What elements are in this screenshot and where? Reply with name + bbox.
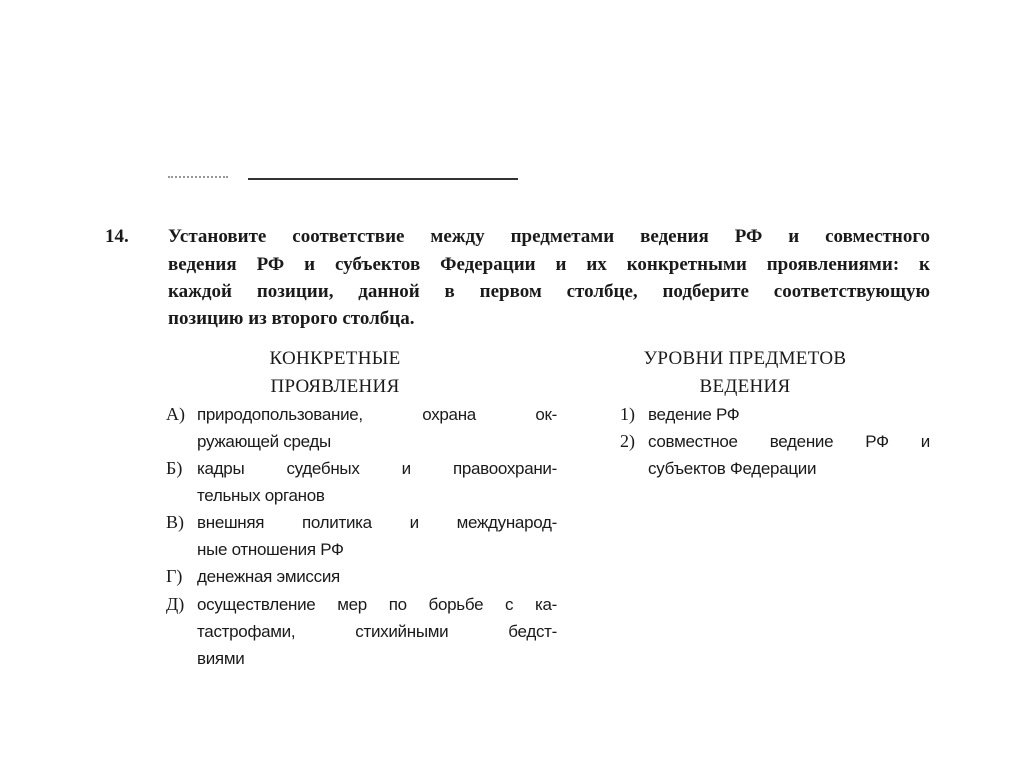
right-column-heading: УРОВНИ ПРЕДМЕТОВ bbox=[643, 348, 847, 369]
item-b-text: тельных органов bbox=[197, 486, 325, 505]
item-label-b: Б) bbox=[166, 458, 183, 478]
item-d-text: виями bbox=[197, 649, 245, 668]
item-label-1: 1) bbox=[620, 404, 635, 424]
item-2-text: субъектов Федерации bbox=[648, 459, 817, 478]
answer-underline bbox=[248, 178, 518, 180]
item-1-text: ведение РФ bbox=[648, 405, 740, 424]
item-label-g: Г) bbox=[166, 566, 183, 586]
item-d-text: осуществление мер по борьбе с ка- bbox=[197, 595, 557, 614]
item-g-text: денежная эмиссия bbox=[197, 567, 340, 586]
left-column-heading: КОНКРЕТНЫЕ bbox=[269, 348, 401, 369]
item-v-text: ные отношения РФ bbox=[197, 540, 344, 559]
item-label-d: Д) bbox=[166, 594, 185, 614]
item-a-text: ружающей среды bbox=[197, 432, 331, 451]
item-d-text: тастрофами, стихийными бедст- bbox=[197, 622, 557, 641]
item-label-v: В) bbox=[166, 512, 184, 532]
right-column-heading: ВЕДЕНИЯ bbox=[699, 376, 791, 397]
item-v-text: внешняя политика и международ- bbox=[197, 513, 557, 532]
cut-off-text bbox=[168, 170, 228, 178]
item-b-text: кадры судебных и правоохрани- bbox=[197, 459, 557, 478]
item-label-2: 2) bbox=[620, 431, 635, 451]
question-number: 14. bbox=[105, 226, 129, 247]
question-text-line: каждой позиции, данной в первом столбце, подберите соответствующую bbox=[168, 281, 930, 302]
question-text-line: Установите соответствие между предметами ведения РФ и совместного bbox=[168, 226, 930, 247]
item-a-text: природопользование, охрана ок- bbox=[197, 405, 557, 424]
question-text-line: ведения РФ и субъектов Федерации и их конкретными проявлениями: к bbox=[168, 254, 930, 275]
left-column-heading: ПРОЯВЛЕНИЯ bbox=[270, 376, 400, 397]
item-label-a: А) bbox=[166, 404, 185, 424]
item-2-text: совместное ведение РФ и bbox=[648, 432, 930, 451]
question-text-line: позицию из второго столбца. bbox=[168, 308, 415, 329]
